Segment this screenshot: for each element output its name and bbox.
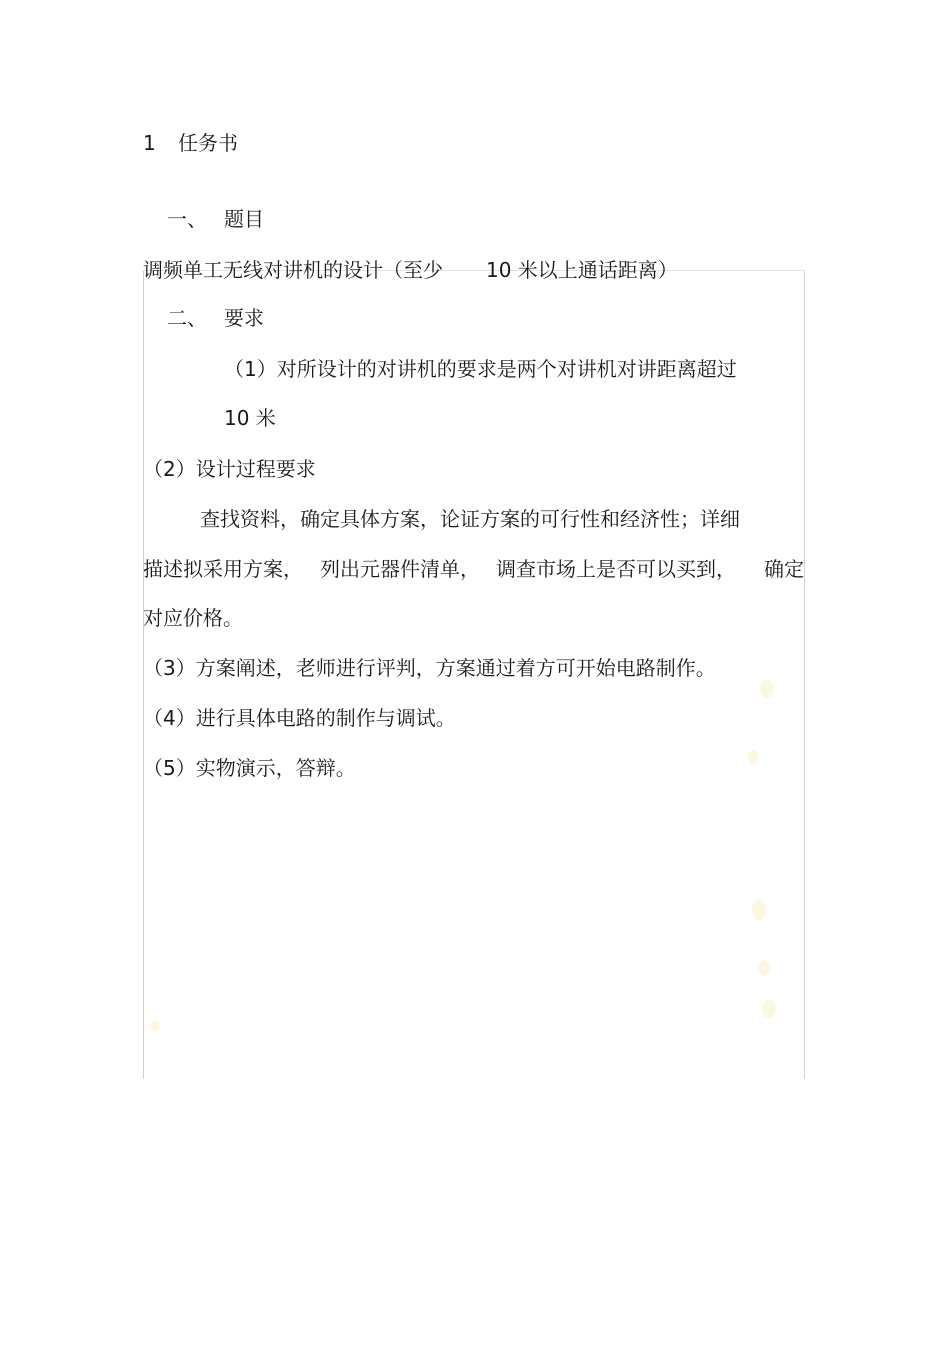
section-title: 任务书 [178,131,238,155]
requirement-4: （4）进行具体电路的制作与调试。 [143,706,456,730]
topic-marker: 一、 [167,207,207,231]
requirement-1-line-1: （1）对所设计的对讲机的要求是两个对讲机对讲距离超过 [224,357,737,381]
paper-speck [760,680,774,698]
paper-speck [752,900,766,920]
requirement-2-paragraph-line-2d: 确定 [764,557,804,581]
paper-speck [762,1000,776,1018]
topic-text-distance: 10 米以上通话距离） [486,258,678,282]
topic-text: 调频单工无线对讲机的设计（至少 [143,258,443,282]
paper-speck [150,1020,160,1032]
requirement-2-paragraph-line-2b: 列出元器件清单， [320,557,480,581]
requirement-2-paragraph-line-2a: 描述拟采用方案， [143,557,303,581]
requirements-heading: 要求 [224,306,264,330]
requirement-1-line-2: 10 米 [224,406,276,430]
requirement-5: （5）实物演示，答辩。 [143,756,356,780]
paper-speck [748,750,758,764]
requirement-2-paragraph-line-2c: 调查市场上是否可以买到， [496,557,736,581]
topic-heading: 题目 [224,207,264,231]
requirement-2-title: （2）设计过程要求 [143,457,316,481]
section-number: 1 [143,131,156,155]
requirements-marker: 二、 [167,306,207,330]
paper-speck [758,960,770,976]
requirement-2-paragraph-line-3: 对应价格。 [143,606,243,630]
requirement-2-paragraph-line-1: 查找资料，确定具体方案，论证方案的可行性和经济性；详细 [200,507,740,531]
requirement-3: （3）方案阐述，老师进行评判，方案通过着方可开始电路制作。 [143,656,716,680]
